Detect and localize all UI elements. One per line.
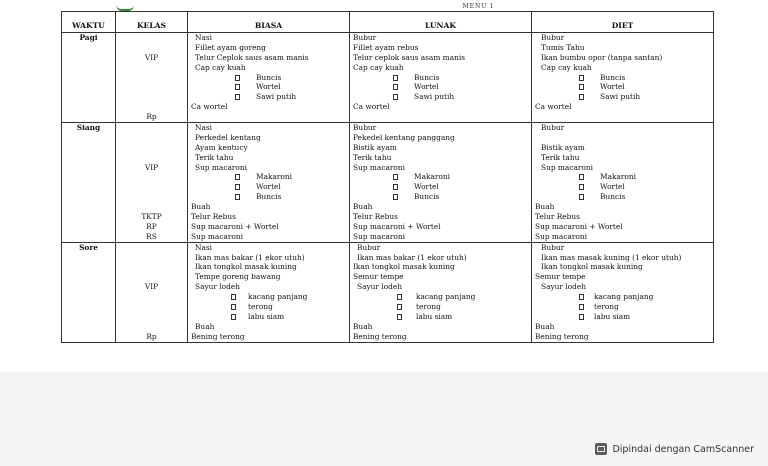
checkbox-icon	[397, 314, 402, 320]
row-sore	[62, 242, 714, 342]
sub-item: kacang panjang	[594, 292, 654, 302]
checkbox-icon	[579, 194, 584, 200]
sub-item: Buncis	[256, 192, 282, 202]
checkbox-icon	[579, 174, 584, 180]
menu-item: Cap cay kuah	[541, 62, 592, 72]
sub-item: terong	[594, 302, 619, 312]
menu-item: Buah	[191, 202, 211, 212]
camscanner-icon	[595, 443, 607, 455]
pagi-biasa	[188, 33, 350, 123]
menu-item: Buah	[535, 202, 555, 212]
sub-item: Buncis	[414, 72, 440, 82]
menu-item: Pekedel kentang panggang	[353, 132, 455, 142]
checkbox-icon	[393, 94, 398, 100]
menu-item: Tumis Tahu	[541, 42, 585, 52]
checkbox-icon	[579, 84, 584, 90]
menu-item: Telur ceplok saus asam manis	[353, 52, 466, 62]
sub-item: Wortel	[256, 82, 281, 92]
menu-item: Nasi	[195, 33, 213, 42]
menu-item: Sayur lodeh	[195, 282, 240, 292]
sub-item: Buncis	[600, 192, 626, 202]
menu-item: Bistik ayam	[541, 142, 585, 152]
siang-biasa	[188, 123, 350, 243]
menu-item: Telur Ceplok saus asam manis	[195, 52, 309, 62]
menu-item: Sup macaroni + Wortel	[535, 221, 623, 231]
checkbox-icon	[235, 75, 240, 81]
checkbox-icon	[393, 184, 398, 190]
header-lunak: LUNAK	[350, 12, 532, 33]
sub-item: terong	[416, 302, 441, 312]
row-siang	[62, 123, 714, 243]
sub-item: Buncis	[256, 72, 282, 82]
waktu-sore: Sore	[62, 242, 116, 342]
menu-item: Bening terong	[191, 331, 245, 341]
menu-item: Sup macaroni	[353, 162, 405, 172]
siang-lunak	[350, 123, 532, 243]
checkbox-icon	[579, 314, 584, 320]
menu-item: Telur Rebus	[191, 212, 236, 222]
camscanner-text: Dipindai dengan CamScanner	[612, 443, 754, 455]
sub-item: Wortel	[414, 82, 439, 92]
header-row	[62, 12, 714, 33]
menu-item: Semur tempe	[535, 272, 586, 282]
sub-item: kacang panjang	[248, 292, 308, 302]
checkbox-icon	[579, 294, 584, 300]
menu-item: Bubur	[353, 123, 377, 133]
menu-item: Ikan tongkol masak kuning	[541, 262, 643, 272]
pagi-lunak	[350, 33, 532, 123]
menu-item: Tempe goreng bawang	[195, 272, 281, 282]
sub-item: labu siam	[416, 311, 453, 321]
menu-item: Ikan bumbu opor (tanpa santan)	[541, 52, 663, 62]
sub-item: Makaroni	[256, 172, 292, 182]
menu-item: Nasi	[195, 242, 213, 252]
row-pagi	[62, 33, 714, 123]
menu-item: Bening terong	[535, 331, 589, 341]
menu-item: Ikan mas bakar (1 ekor utuh)	[357, 252, 467, 262]
menu-item: Ca wortel	[353, 102, 390, 112]
menu-item: Ikan mas bakar (1 ekor utuh)	[195, 252, 305, 262]
sub-item: Sawi putih	[414, 92, 455, 102]
menu-item: Buah	[353, 202, 373, 212]
menu-item: Cap cay kuah	[195, 62, 246, 72]
checkbox-icon	[579, 184, 584, 190]
checkbox-icon	[235, 84, 240, 90]
menu-item: Buah	[353, 321, 373, 331]
menu-item: Ayam kentucy	[195, 142, 248, 152]
kelas-label: VIP	[144, 52, 159, 62]
camscanner-badge	[595, 442, 754, 456]
sore-diet	[532, 242, 714, 342]
menu-item: Buah	[195, 321, 215, 331]
menu-item: Terik tahu	[353, 152, 392, 162]
menu-title: MENU I	[462, 3, 494, 10]
menu-item: Ikan mas masak kuning (1 ekor utuh)	[541, 252, 682, 262]
kelas-label: VIP	[144, 162, 159, 172]
checkbox-icon	[579, 304, 584, 310]
checkbox-icon	[231, 304, 236, 310]
menu-item: Sup macaroni	[191, 231, 243, 241]
header-kelas: KELAS	[116, 12, 188, 33]
checkbox-icon	[397, 304, 402, 310]
sub-item: Sawi putih	[600, 92, 641, 102]
menu-item: Terik tahu	[541, 152, 580, 162]
menu-item: Sup macaroni	[195, 162, 247, 172]
waktu-siang: Siang	[62, 123, 116, 243]
sub-item: Buncis	[414, 192, 440, 202]
sub-item: labu siam	[248, 311, 285, 321]
menu-item: Fillet ayam goreng	[195, 42, 266, 52]
kelas-label: VIP	[144, 282, 159, 292]
siang-diet	[532, 123, 714, 243]
menu-table	[61, 11, 714, 343]
checkbox-icon	[397, 294, 402, 300]
kelas-siang	[116, 123, 188, 243]
menu-item: Sup macaroni	[535, 231, 587, 241]
menu-item: Fillet ayam rebus	[353, 42, 419, 52]
kelas-label: Rp	[146, 112, 157, 122]
menu-item: Buah	[535, 321, 555, 331]
menu-item: Perkedel kentang	[195, 132, 261, 142]
menu-item: Ca wortel	[535, 102, 572, 112]
checkbox-icon	[235, 194, 240, 200]
header-diet: DIET	[532, 12, 714, 33]
menu-item: Bubur	[541, 242, 565, 252]
menu-item: Telur Rebus	[353, 212, 398, 222]
menu-item: Bubur	[541, 33, 565, 42]
menu-item: Ca wortel	[191, 102, 228, 112]
kelas-label: Rp	[146, 331, 157, 341]
checkbox-icon	[231, 294, 236, 300]
kelas-label: RP	[146, 221, 157, 231]
checkbox-icon	[393, 194, 398, 200]
kelas-label: RS	[146, 231, 157, 241]
sub-item: labu siam	[594, 311, 631, 321]
checkbox-icon	[393, 75, 398, 81]
checkbox-icon	[235, 184, 240, 190]
sub-item: Wortel	[256, 182, 281, 192]
kelas-label: TKTP	[141, 212, 162, 222]
pagi-diet	[532, 33, 714, 123]
checkbox-icon	[393, 84, 398, 90]
menu-item: Ikan tongkol masak kuning	[195, 262, 297, 272]
menu-item: Cap cay kuah	[353, 62, 404, 72]
sub-item: Wortel	[600, 82, 625, 92]
menu-item: Sup macaroni + Wortel	[191, 221, 279, 231]
checkbox-icon	[579, 75, 584, 81]
header-biasa: BIASA	[188, 12, 350, 33]
checkbox-icon	[231, 314, 236, 320]
sub-item: Wortel	[414, 182, 439, 192]
sub-item: Buncis	[600, 72, 626, 82]
sub-item: Wortel	[600, 182, 625, 192]
menu-item: Bubur	[357, 242, 381, 252]
checkbox-icon	[235, 174, 240, 180]
menu-item: Bubur	[353, 33, 377, 42]
kelas-pagi	[116, 33, 188, 123]
header-waktu: WAKTU	[62, 12, 116, 33]
menu-item: Nasi	[195, 123, 213, 133]
sore-lunak	[350, 242, 532, 342]
sub-item: terong	[248, 302, 273, 312]
checkbox-icon	[235, 94, 240, 100]
kelas-sore	[116, 242, 188, 342]
menu-item: Bistik ayam	[353, 142, 397, 152]
menu-item	[535, 133, 710, 143]
sub-item: Sawi putih	[256, 92, 297, 102]
sub-item: kacang panjang	[416, 292, 476, 302]
menu-item: Bubur	[541, 123, 565, 133]
menu-item: Sup macaroni	[541, 162, 593, 172]
sub-item: Makaroni	[414, 172, 450, 182]
menu-item: Bening terong	[353, 331, 407, 341]
menu-item: Sup macaroni + Wortel	[353, 221, 441, 231]
menu-item: Sayur lodeh	[357, 282, 402, 292]
menu-item: Ikan tongkol masak kuning	[353, 262, 455, 272]
menu-item: Semur tempe	[353, 272, 404, 282]
sore-biasa	[188, 242, 350, 342]
menu-item: Sup macaroni	[353, 231, 405, 241]
menu-item: Terik tahu	[195, 152, 234, 162]
menu-item: Telur Rebus	[535, 212, 580, 222]
checkbox-icon	[393, 174, 398, 180]
menu-item: Sayur lodeh	[541, 282, 586, 292]
sub-item: Makaroni	[600, 172, 636, 182]
waktu-pagi: Pagi	[62, 33, 116, 123]
checkbox-icon	[579, 94, 584, 100]
